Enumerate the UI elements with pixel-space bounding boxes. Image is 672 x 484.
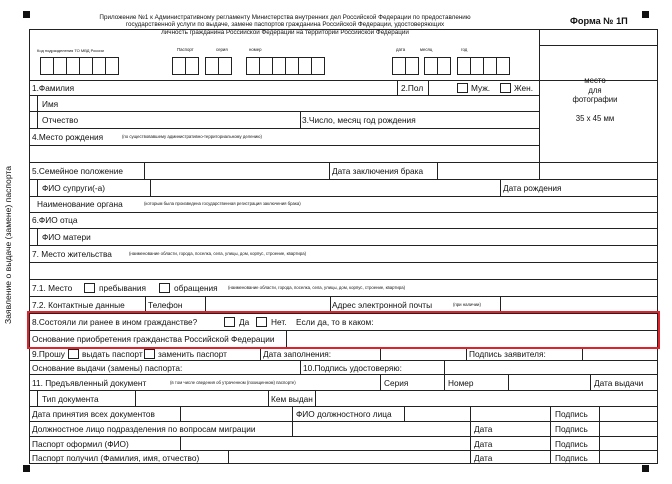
registration-mark-bottom-left (23, 465, 30, 472)
photo-line-2: для (588, 85, 602, 95)
document-label: 11. Предъявленный документ (32, 378, 147, 388)
digit-cell[interactable] (496, 57, 510, 75)
email-note: (при наличии) (453, 302, 481, 307)
id-sign-label: 10.Подпись удостоверяю: (303, 363, 402, 373)
series-field-label: Серия (384, 378, 409, 388)
digit-cell[interactable] (246, 57, 260, 75)
female-checkbox[interactable] (500, 83, 511, 93)
digit-cell[interactable] (79, 57, 93, 75)
stay-label: пребывания (99, 283, 146, 293)
sex-label: 2.Пол (401, 83, 424, 93)
issue-checkbox[interactable] (68, 349, 79, 359)
citizenship-no-label: Нет. (271, 317, 287, 327)
digit-cell[interactable] (272, 57, 286, 75)
side-title (2, 146, 14, 344)
birth-date-label: 3.Число, месяц год рождения (302, 115, 416, 125)
mother-label: ФИО матери (42, 232, 91, 242)
highlight-frame (27, 311, 660, 349)
digit-cell[interactable] (185, 57, 199, 75)
header-line-1: Приложение №1 к Административному регламенту Министерства внутренних дел Российской Федерации по предоставлению (99, 14, 471, 21)
date-label-2: Дата (474, 439, 493, 449)
stay-place-label: 7.1. Место (32, 283, 73, 293)
request-label: 9.Прошу (32, 349, 65, 359)
dept-code-label: Код подразделения ТО МВД России (37, 48, 104, 53)
applicant-sign-label: Подпись заявителя: (469, 349, 546, 359)
stay-note: (наименование области, города, поселка, села, улицы, дом, корпус, строение, квартира) (228, 285, 406, 290)
issue-date-label: Дата выдачи (594, 378, 644, 388)
header-line-2: государственной услуги по выдаче, замене паспортов гражданина Российской Федерации, удостоверяющих (125, 21, 445, 29)
side-title-text: Заявление о выдаче (замене) паспорта (3, 165, 13, 325)
digit-cell[interactable] (53, 57, 67, 75)
prepared-label: Паспорт оформил (ФИО) (32, 439, 129, 449)
passport-label: Паспорт (177, 47, 194, 52)
registry-note: (которым была произведена государственная регистрация заключения брака) (144, 201, 301, 206)
citizenship-if-yes-label: Если да, то в каком: (296, 317, 374, 327)
photo-size: 35 х 45 мм (575, 113, 615, 123)
birth-place-note: (по существовавшему административно-территориальному делению) (122, 134, 262, 139)
replace-label: заменить паспорт (158, 349, 227, 359)
sign-label-4: Подпись (555, 453, 588, 463)
reason-label: Основание выдачи (замены) паспорта: (32, 363, 183, 373)
registration-mark-bottom-right (642, 465, 649, 472)
day-label: дата (396, 47, 406, 52)
migration-officer-label: Должностное лицо подразделения по вопросам миграции (32, 424, 256, 434)
form-number: Форма № 1П (570, 16, 628, 26)
registration-checkbox[interactable] (159, 283, 170, 293)
doc-type-label: Тип документа (42, 394, 99, 404)
digit-cell[interactable] (205, 57, 219, 75)
name-label: Имя (42, 99, 59, 109)
photo-placeholder (540, 76, 650, 123)
spouse-label: ФИО супруги(-а) (42, 183, 106, 193)
residence-note: (наименование области, города, поселка, села, улицы, дом, корпус, строение, квартира) (129, 251, 307, 256)
registration-label: обращения (174, 283, 218, 293)
fill-date-label: Дата заполнения: (263, 349, 332, 359)
digit-cell[interactable] (457, 57, 471, 75)
digit-cell[interactable] (311, 57, 325, 75)
male-checkbox[interactable] (457, 83, 468, 93)
digit-cell[interactable] (298, 57, 312, 75)
stay-checkbox[interactable] (84, 283, 95, 293)
digit-cell[interactable] (92, 57, 106, 75)
birth-place-label: 4.Место рождения (32, 132, 104, 142)
digit-cell[interactable] (40, 57, 54, 75)
digit-cell[interactable] (105, 57, 119, 75)
replace-checkbox[interactable] (144, 349, 155, 359)
number-field-label: Номер (448, 378, 474, 388)
issued-by-label: Кем выдан (271, 394, 313, 404)
issue-label: выдать паспорт (82, 349, 143, 359)
digit-cell[interactable] (470, 57, 484, 75)
sign-label-1: Подпись (555, 409, 588, 419)
digit-cell[interactable] (285, 57, 299, 75)
surname-label: 1.Фамилия (32, 83, 75, 93)
number-label: номер (249, 47, 262, 52)
email-label: Адрес электронной почты (332, 300, 433, 310)
sign-label-2: Подпись (555, 424, 588, 434)
digit-cell[interactable] (218, 57, 232, 75)
digit-cell[interactable] (405, 57, 419, 75)
digit-cell[interactable] (483, 57, 497, 75)
marital-status-label: 5.Семейное положение (32, 166, 123, 176)
digit-cell[interactable] (437, 57, 451, 75)
citizenship-basis-label: Основание приобретения гражданства Российской Федерации (32, 334, 275, 344)
date-label-3: Дата (474, 453, 493, 463)
officer-label: ФИО должностного лица (296, 409, 392, 419)
date-label-1: Дата (474, 424, 493, 434)
digit-cell[interactable] (172, 57, 186, 75)
spouse-birth-label: Дата рождения (503, 183, 562, 193)
marriage-date-label: Дата заключения брака (332, 166, 424, 176)
male-label: Муж. (471, 83, 491, 93)
registration-mark-top-right (642, 11, 649, 18)
accept-date-label: Дата принятия всех документов (32, 409, 155, 419)
residence-label: 7. Место жительства (32, 249, 112, 259)
month-label: месяц (420, 47, 433, 52)
sign-label-3: Подпись (555, 439, 588, 449)
digit-cell[interactable] (66, 57, 80, 75)
year-label: год (461, 47, 468, 52)
contacts-label: 7.2. Контактные данные (32, 300, 125, 310)
header-line-3: личность гражданина Российской Федерации на территории Российской Федерации (161, 28, 409, 36)
phone-label: Телефон (148, 300, 183, 310)
registration-mark-top-left (23, 11, 30, 18)
document-note: (в том числе сведения об утраченном (похищенном) паспорте) (170, 380, 296, 385)
photo-line-1: место (584, 76, 606, 85)
digit-cell[interactable] (259, 57, 273, 75)
digit-cell[interactable] (392, 57, 406, 75)
digit-cell[interactable] (424, 57, 438, 75)
female-label: Жен. (514, 83, 534, 93)
father-label: 6.ФИО отца (32, 215, 78, 225)
series-label: серия (216, 47, 228, 52)
regulation-header (50, 14, 520, 36)
citizenship-yes-label: Да (239, 317, 250, 327)
patronymic-label: Отчество (42, 115, 79, 125)
received-label: Паспорт получил (Фамилия, имя, отчество) (32, 453, 200, 463)
photo-line-3: фотографии (572, 95, 618, 104)
registry-label: Наименование органа (37, 199, 123, 209)
citizenship-question: 8.Состояли ли ранее в ином гражданстве? (32, 317, 198, 327)
